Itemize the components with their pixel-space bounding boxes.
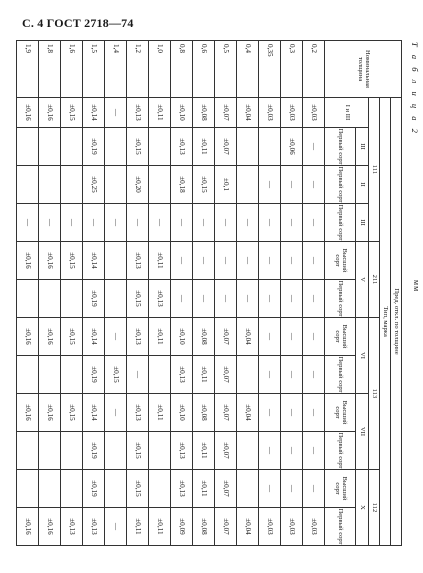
value-cell: ±0,15 [127, 280, 149, 318]
value-cell: — [281, 432, 303, 470]
mark-x: X [356, 470, 369, 546]
value-cell [39, 166, 61, 204]
value-cell: ±0,10 [171, 318, 193, 356]
value-cell: ±0,11 [149, 242, 171, 280]
value-cell: ±0,04 [237, 98, 259, 128]
value-cell: ±0,07 [215, 128, 237, 166]
value-cell: ±0,16 [17, 394, 39, 432]
thickness-cell: 1,6 [61, 41, 83, 98]
value-cell: ±0,08 [193, 98, 215, 128]
value-cell: ±0,03 [303, 98, 325, 128]
value-cell: ±0,04 [237, 508, 259, 546]
value-cell: ±0,14 [83, 242, 105, 280]
value-cell: — [281, 204, 303, 242]
value-cell: ±0,16 [17, 508, 39, 546]
value-cell: — [215, 204, 237, 242]
table-row [193, 41, 215, 546]
value-cell: ±0,15 [61, 242, 83, 280]
table-row [259, 41, 281, 546]
value-cell: ±0,13 [127, 242, 149, 280]
value-cell: — [215, 242, 237, 280]
value-cell: ±0,15 [61, 318, 83, 356]
grade-header: Высший сорт [325, 470, 356, 508]
col-header-tip-marka: Тип, марка [380, 98, 391, 546]
value-cell: ±0,03 [281, 508, 303, 546]
value-cell: ±0,07 [215, 394, 237, 432]
value-cell [237, 356, 259, 394]
value-cell: — [303, 242, 325, 280]
value-cell: — [259, 432, 281, 470]
value-cell [149, 128, 171, 166]
value-cell: — [281, 242, 303, 280]
value-cell [61, 432, 83, 470]
value-cell: ±0,09 [171, 508, 193, 546]
table-row [61, 41, 83, 546]
value-cell: ±0,25 [83, 166, 105, 204]
group-111: 111 [369, 98, 380, 242]
value-cell [39, 128, 61, 166]
value-cell: — [303, 128, 325, 166]
value-cell [61, 280, 83, 318]
value-cell: ±0,13 [171, 470, 193, 508]
value-cell [149, 432, 171, 470]
value-cell: — [259, 166, 281, 204]
thickness-cell: 0,4 [237, 41, 259, 98]
thickness-cell: 1,2 [127, 41, 149, 98]
value-cell: — [105, 394, 127, 432]
table-row [105, 41, 127, 546]
value-cell: ±0,08 [193, 508, 215, 546]
grade-header: Высший сорт [325, 318, 356, 356]
mark-ii: II [356, 166, 369, 204]
value-cell: ±0,16 [39, 242, 61, 280]
value-cell: — [259, 394, 281, 432]
value-cell: ±0,19 [83, 280, 105, 318]
value-cell: ±0,19 [83, 128, 105, 166]
value-cell: — [17, 204, 39, 242]
page-header: С. 4 ГОСТ 2718—74 [22, 16, 134, 30]
value-cell: ±0,16 [17, 242, 39, 280]
value-cell: ±0,19 [83, 432, 105, 470]
value-cell: — [193, 242, 215, 280]
value-cell [259, 128, 281, 166]
value-cell: ±0,15 [61, 98, 83, 128]
value-cell: — [105, 508, 127, 546]
value-cell [149, 166, 171, 204]
table-row [215, 41, 237, 546]
rotated-table-block [24, 40, 421, 565]
value-cell: — [149, 204, 171, 242]
value-cell: ±0,16 [39, 318, 61, 356]
value-cell: ±0,11 [127, 508, 149, 546]
value-cell [105, 166, 127, 204]
value-cell: — [237, 242, 259, 280]
col-header-thickness: Номинальная толщина [325, 41, 402, 98]
value-cell: — [281, 280, 303, 318]
mark-vii: VII [356, 394, 369, 470]
table-row [171, 41, 193, 546]
value-cell: ±0,03 [281, 98, 303, 128]
value-cell: — [281, 166, 303, 204]
value-cell: ±0,08 [193, 318, 215, 356]
table-row [303, 41, 325, 546]
grade-header: Высший сорт [325, 394, 356, 432]
value-cell: ±0,14 [83, 318, 105, 356]
grade-header: Высший сорт [325, 242, 356, 280]
value-cell: ±0,15 [127, 470, 149, 508]
thickness-cell: 0,6 [193, 41, 215, 98]
value-cell [17, 356, 39, 394]
value-cell [17, 470, 39, 508]
value-cell: ±0,07 [215, 356, 237, 394]
value-cell: ±0,18 [171, 166, 193, 204]
group-211: 211 [369, 242, 380, 318]
value-cell: — [237, 204, 259, 242]
group-113: 113 [369, 318, 380, 470]
table-row [281, 41, 303, 546]
value-cell [17, 166, 39, 204]
value-cell: ±0,13 [171, 432, 193, 470]
value-cell: — [303, 318, 325, 356]
value-cell: ±0,16 [17, 98, 39, 128]
thickness-cell: 1,0 [149, 41, 171, 98]
value-cell: ±0,16 [39, 508, 61, 546]
value-cell: — [193, 204, 215, 242]
value-cell: — [39, 204, 61, 242]
value-cell: ±0,13 [127, 98, 149, 128]
value-cell: ±0,15 [105, 356, 127, 394]
value-cell: ±0,11 [193, 356, 215, 394]
col-header-pred-otkl: Пред. откл. по толщине [391, 98, 402, 546]
value-cell: — [281, 356, 303, 394]
grade-header: Первый сорт [325, 356, 356, 394]
value-cell [105, 280, 127, 318]
value-cell: — [237, 280, 259, 318]
mark-vi: VI [356, 318, 369, 394]
value-cell: ±0,13 [149, 280, 171, 318]
value-cell: ±0,15 [127, 128, 149, 166]
value-cell [105, 432, 127, 470]
table-row [149, 41, 171, 546]
value-cell: — [303, 280, 325, 318]
value-cell: — [303, 470, 325, 508]
value-cell [17, 128, 39, 166]
table-row [83, 41, 105, 546]
value-cell: — [171, 242, 193, 280]
value-cell: ±0,04 [237, 394, 259, 432]
value-cell [39, 432, 61, 470]
value-cell [237, 166, 259, 204]
thickness-cell: 1,8 [39, 41, 61, 98]
value-cell [237, 432, 259, 470]
value-cell: — [281, 318, 303, 356]
value-cell: ±0,13 [61, 508, 83, 546]
value-cell: — [171, 280, 193, 318]
mark-v: V [356, 242, 369, 318]
value-cell [149, 356, 171, 394]
value-cell: ±0,11 [149, 394, 171, 432]
value-cell: ±0,07 [215, 318, 237, 356]
value-cell: — [105, 204, 127, 242]
value-cell [237, 128, 259, 166]
value-cell: ±0,10 [171, 394, 193, 432]
value-cell [61, 470, 83, 508]
value-cell: ±0,16 [39, 98, 61, 128]
value-cell: — [303, 204, 325, 242]
mark-iii-b: III [356, 204, 369, 242]
grade-header: Первый сорт [325, 432, 356, 470]
value-cell: ±0,19 [83, 470, 105, 508]
value-cell [17, 432, 39, 470]
table-row [237, 41, 259, 546]
thickness-cell: 1,9 [17, 41, 39, 98]
value-cell: — [171, 204, 193, 242]
value-cell: — [193, 280, 215, 318]
value-cell: ±0,07 [215, 508, 237, 546]
thickness-cell: 0,2 [303, 41, 325, 98]
thickness-cell: 0,35 [259, 41, 281, 98]
table-row [39, 41, 61, 546]
value-cell [61, 166, 83, 204]
grade-header: Первый сорт [325, 128, 356, 166]
value-cell: — [259, 280, 281, 318]
table-name: Т а б л и ц а 2 [410, 42, 420, 136]
value-cell [17, 280, 39, 318]
thickness-cell: 0,8 [171, 41, 193, 98]
value-cell: ±0,13 [171, 356, 193, 394]
table-row [127, 41, 149, 546]
value-cell: — [303, 432, 325, 470]
value-cell: ±0,14 [83, 98, 105, 128]
value-cell [105, 242, 127, 280]
mark-i-iii: I и III [325, 98, 369, 128]
value-cell [61, 356, 83, 394]
value-cell: ±0,03 [303, 508, 325, 546]
value-cell [39, 470, 61, 508]
unit-label: мм [412, 280, 421, 293]
value-cell: ±0,11 [149, 98, 171, 128]
value-cell: — [105, 318, 127, 356]
thickness-cell: 0,5 [215, 41, 237, 98]
value-cell: ±0,15 [61, 394, 83, 432]
value-cell: — [259, 470, 281, 508]
thickness-cell: 1,5 [83, 41, 105, 98]
value-cell: ±0,13 [171, 128, 193, 166]
value-cell: — [259, 242, 281, 280]
tolerance-table [16, 40, 402, 546]
value-cell [105, 128, 127, 166]
thickness-cell: 0,3 [281, 41, 303, 98]
value-cell: ±0,11 [193, 470, 215, 508]
value-cell [237, 470, 259, 508]
value-cell: ±0,11 [149, 318, 171, 356]
value-cell: ±0,11 [193, 432, 215, 470]
value-cell: — [215, 280, 237, 318]
value-cell: — [281, 394, 303, 432]
value-cell: ±0,07 [215, 98, 237, 128]
thickness-cell: 1,4 [105, 41, 127, 98]
value-cell: — [303, 166, 325, 204]
value-cell: ±0,1 [215, 166, 237, 204]
value-cell: ±0,04 [237, 318, 259, 356]
grade-header: Первый сорт [325, 204, 356, 242]
value-cell: — [281, 470, 303, 508]
value-cell: ±0,19 [83, 356, 105, 394]
value-cell [39, 356, 61, 394]
value-cell: ±0,16 [17, 318, 39, 356]
value-cell: ±0,08 [193, 394, 215, 432]
value-cell: ±0,03 [259, 98, 281, 128]
value-cell [61, 128, 83, 166]
value-cell [39, 280, 61, 318]
value-cell: ±0,14 [83, 394, 105, 432]
value-cell: ±0,06 [281, 128, 303, 166]
value-cell: — [127, 356, 149, 394]
group-112: 112 [369, 470, 380, 546]
value-cell: ±0,15 [193, 166, 215, 204]
value-cell: ±0,10 [171, 98, 193, 128]
value-cell: — [127, 204, 149, 242]
value-cell: — [105, 98, 127, 128]
grade-header: Первый сорт [325, 166, 356, 204]
value-cell: ±0,20 [127, 166, 149, 204]
value-cell: ±0,13 [83, 508, 105, 546]
value-cell: ±0,07 [215, 470, 237, 508]
value-cell: — [259, 204, 281, 242]
value-cell: ±0,16 [39, 394, 61, 432]
value-cell: — [61, 204, 83, 242]
grade-header: Первый сорт [325, 508, 356, 546]
value-cell: ±0,03 [259, 508, 281, 546]
value-cell: ±0,15 [127, 432, 149, 470]
value-cell: ±0,13 [127, 318, 149, 356]
value-cell [105, 470, 127, 508]
value-cell: — [259, 318, 281, 356]
table-row [17, 41, 39, 546]
value-cell: ±0,13 [127, 394, 149, 432]
mark-iii: III [356, 128, 369, 166]
value-cell [149, 470, 171, 508]
value-cell: — [303, 356, 325, 394]
grade-header: Первый сорт [325, 280, 356, 318]
value-cell: ±0,11 [149, 508, 171, 546]
value-cell: — [83, 204, 105, 242]
value-cell: ±0,11 [193, 128, 215, 166]
value-cell: — [303, 394, 325, 432]
value-cell: ±0,07 [215, 432, 237, 470]
value-cell: — [259, 356, 281, 394]
